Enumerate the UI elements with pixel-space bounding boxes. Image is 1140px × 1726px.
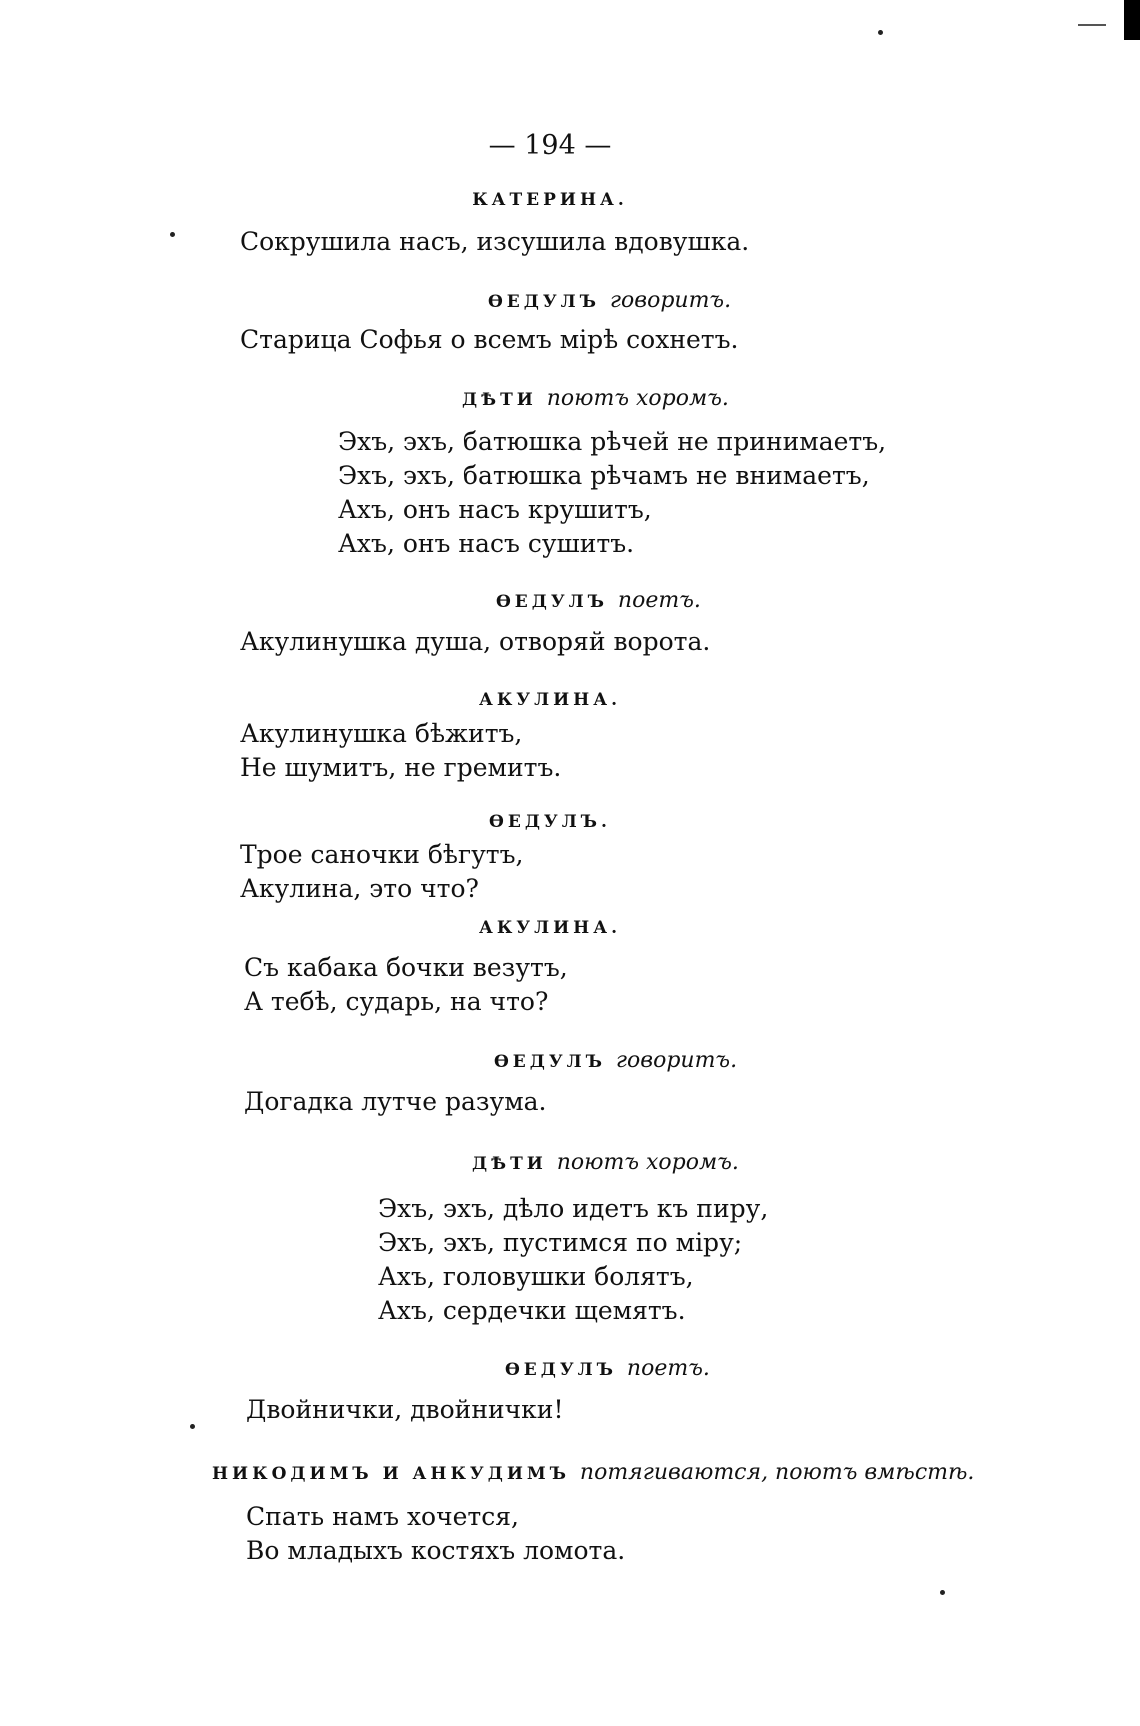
stage-direction: говоритъ.	[615, 1048, 738, 1073]
verse-line: Акулинушка душа, отворяй ворота.	[240, 627, 711, 656]
verse-line: Эхъ, эхъ, батюшка рѣчей не принимаетъ,	[338, 427, 887, 456]
scan-edge-dash	[1078, 24, 1106, 26]
scan-edge-mark	[1124, 0, 1140, 40]
speaker-name: ДѢТИ	[472, 1154, 547, 1174]
verse-line: Двойнички, двойнички!	[246, 1395, 564, 1424]
speaker-heading	[494, 1048, 737, 1073]
speaker-name: ДѢТИ	[462, 390, 537, 410]
stage-direction: поютъ хоромъ.	[546, 386, 729, 411]
verse-line: Эхъ, эхъ, дѣло идетъ къ пиру,	[378, 1194, 769, 1223]
speaker-heading	[0, 918, 1100, 938]
speaker-heading	[488, 288, 731, 313]
speaker-name: ѲЕДУЛЪ.	[489, 812, 611, 832]
verse-line: Съ кабака бочки везутъ,	[244, 953, 568, 982]
speaker-heading	[462, 386, 729, 411]
speaker-name: ѲЕДУЛЪ	[488, 292, 600, 312]
speaker-name: НИКОДИМЪ И АНКУДИМЪ	[212, 1464, 570, 1484]
scan-speck	[878, 30, 883, 35]
speaker-name: ѲЕДУЛЪ	[496, 592, 608, 612]
verse-line: Акулина, это что?	[240, 874, 479, 903]
scan-speck	[170, 232, 175, 237]
speaker-name: АКУЛИНА.	[478, 918, 622, 938]
speaker-heading	[496, 588, 701, 613]
speaker-heading	[0, 190, 1100, 210]
verse-line: Эхъ, эхъ, батюшка рѣчамъ не внимаетъ,	[338, 461, 870, 490]
speaker-heading	[472, 1150, 739, 1175]
verse-line: Ахъ, головушки болятъ,	[378, 1262, 694, 1291]
verse-line: Ахъ, сердечки щемятъ.	[378, 1296, 686, 1325]
verse-line: Ахъ, онъ насъ сушитъ.	[338, 529, 635, 558]
speaker-heading	[212, 1460, 974, 1485]
scan-speck	[190, 1424, 195, 1429]
stage-direction: поютъ хоромъ.	[556, 1150, 739, 1175]
page-number: — 194 —	[488, 130, 612, 161]
verse-line: Трое саночки бѣгутъ,	[240, 840, 524, 869]
stage-direction: поетъ.	[626, 1356, 710, 1381]
verse-line: Эхъ, эхъ, пустимся по міру;	[378, 1228, 743, 1257]
stage-direction: потягиваются, поютъ вмѣстѣ.	[579, 1460, 975, 1485]
verse-line: Акулинушка бѣжитъ,	[240, 719, 523, 748]
verse-line: Догадка лутче разума.	[244, 1087, 547, 1116]
verse-line: Спать намъ хочется,	[246, 1502, 519, 1531]
verse-line: Ахъ, онъ насъ крушитъ,	[338, 495, 652, 524]
verse-line: Не шумитъ, не гремитъ.	[240, 753, 562, 782]
speaker-name: ѲЕДУЛЪ	[494, 1052, 606, 1072]
stage-direction: говоритъ.	[609, 288, 732, 313]
verse-line: А тебѣ, сударь, на что?	[244, 987, 549, 1016]
speaker-name: АКУЛИНА.	[478, 690, 622, 710]
speaker-name: ѲЕДУЛЪ	[505, 1360, 617, 1380]
verse-line: Сокрушила насъ, изсушила вдовушка.	[240, 227, 750, 256]
speaker-heading	[505, 1356, 710, 1381]
scan-speck	[940, 1590, 945, 1595]
verse-line: Во младыхъ костяхъ ломота.	[246, 1536, 626, 1565]
verse-line: Старица Софья о всемъ мірѣ сохнетъ.	[240, 325, 739, 354]
stage-direction: поетъ.	[617, 588, 701, 613]
speaker-name: КАТЕРИНА.	[472, 190, 628, 210]
speaker-heading	[0, 812, 1100, 832]
speaker-heading	[0, 690, 1100, 710]
